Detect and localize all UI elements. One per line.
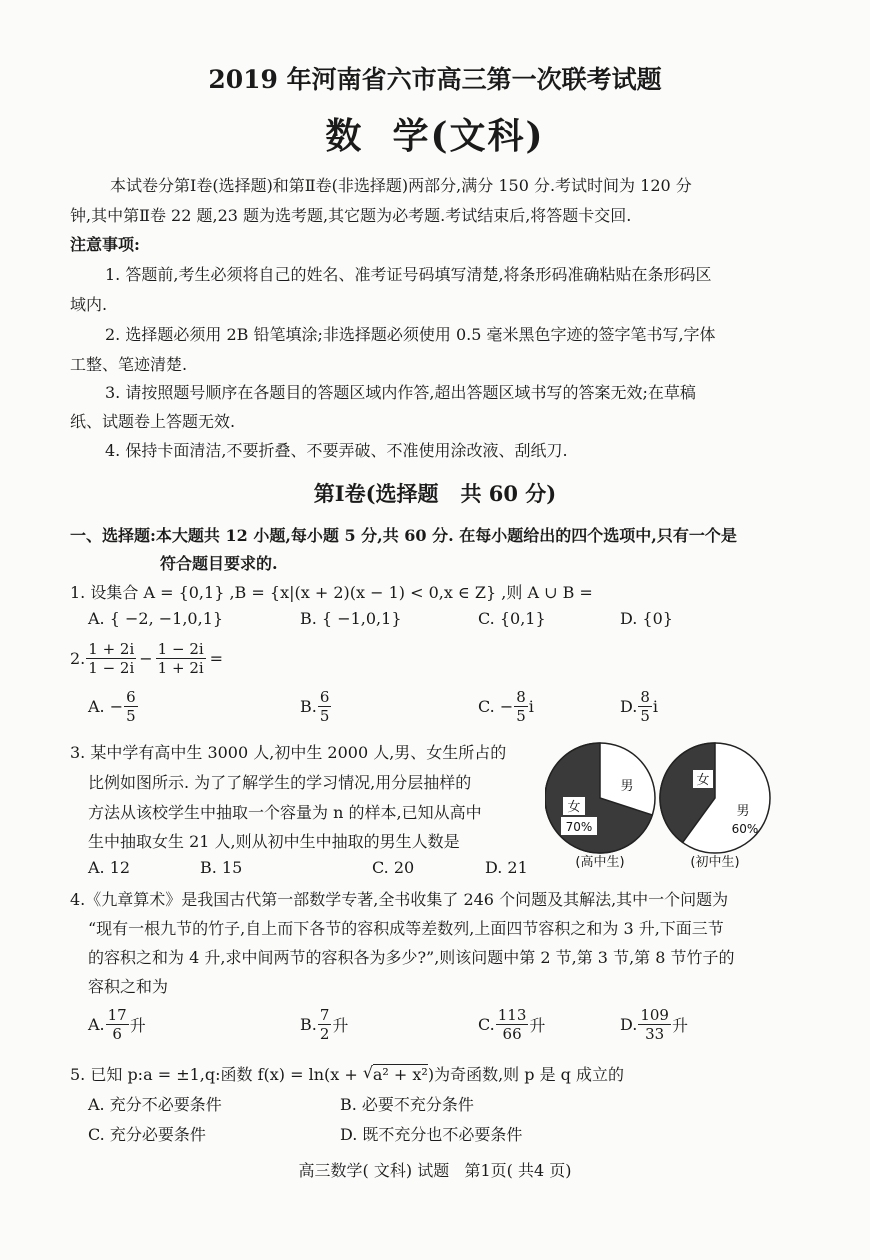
pie-label-female-percent: 70% xyxy=(565,820,593,834)
q5-option-a: A. 充分不必要条件 xyxy=(88,1095,222,1114)
q3-line-1: 3. 某中学有高中生 3000 人,初中生 2000 人,男、女生所占的 xyxy=(70,743,507,762)
q4-option-a: A. $\frac{17}{6}$ 升 xyxy=(88,1006,146,1043)
pie-title: (初中生) xyxy=(690,855,740,870)
q1-stem: 1. 设集合 A = {0,1} ,B = {x|(x + 2)(x − 1) < 0,x ∈ Z} ,则 A ∪ B = xyxy=(70,583,593,602)
page-footer: 高三数学( 文科) 试题 第1页( 共4 页) xyxy=(298,1161,572,1180)
q4-line-1: 4.《九章算术》是我国古代第一部数学专著,全书收集了 246 个问题及其解法,其中一个问题为 xyxy=(70,890,729,909)
q2-stem xyxy=(70,640,223,677)
pie-label-male: 男 xyxy=(736,804,750,819)
q2-fraction-2: $\frac{1 - 2i}{1 + 2i}$ xyxy=(157,640,204,677)
exam-title: 2019 年河南省六市高三第一次联考试题 xyxy=(208,65,662,94)
q5-stem: 5. 已知 p:a = ±1,q:函数 f(x) = ln(x + √ a² + x²)为奇函数,则 p 是 q 成立的 xyxy=(70,1063,624,1084)
q2-option-b: B. $\frac{6}{5}$ xyxy=(300,688,330,725)
intro-line-1: 本试卷分第Ⅰ卷(选择题)和第Ⅱ卷(非选择题)两部分,满分 150 分.考试时间为 120 分 xyxy=(110,176,692,195)
q4-option-c: C. $\frac{113}{66}$ 升 xyxy=(478,1006,546,1043)
q4-option-d: D. $\frac{109}{33}$ 升 xyxy=(620,1006,688,1043)
section-instruction-2: 符合题目要求的. xyxy=(160,554,278,573)
q2-equals: = xyxy=(209,649,224,668)
pie-chart-high-school xyxy=(545,743,655,870)
section-instruction-1: 一、选择题:本大题共 12 小题,每小题 5 分,共 60 分. 在每小题给出的四个选项中,只有一个是 xyxy=(70,526,737,545)
q4-line-2: “现有一根九节的竹子,自上而下各节的容积成等差数列,上面四节容积之和为 3 升,下面三节 xyxy=(88,919,724,938)
q2-option-a: A. − $\frac{6}{5}$ xyxy=(88,688,136,725)
q3-line-4: 生中抽取女生 21 人,则从初中生中抽取的男生人数是 xyxy=(88,832,460,851)
q3-pie-charts xyxy=(545,735,775,875)
q3-option-a: A. 12 xyxy=(88,858,131,877)
pie-label-female: 女 xyxy=(696,773,710,788)
q1-option-a: A. { −2, −1,0,1} xyxy=(88,609,224,628)
q3-option-b: B. 15 xyxy=(200,858,243,877)
section-title: 第Ⅰ卷(选择题 共 60 分) xyxy=(313,481,557,506)
q3-option-d: D. 21 xyxy=(485,858,528,877)
q1-option-b: B. { −1,0,1} xyxy=(300,609,402,628)
pie-label-male-percent: 60% xyxy=(731,822,759,836)
q5-option-c: C. 充分必要条件 xyxy=(88,1125,206,1144)
sqrt-expression: √ a² + x² xyxy=(362,1063,428,1084)
q3-option-c: C. 20 xyxy=(372,858,415,877)
note-1-line-1: 1. 答题前,考生必须将自己的姓名、准考证号码填写清楚,将条形码准确粘贴在条形码区 xyxy=(105,265,712,284)
note-2-line-1: 2. 选择题必须用 2B 铅笔填涂;非选择题必须使用 0.5 毫米黑色字迹的签字笔书写,字体 xyxy=(105,325,716,344)
q4-line-4: 容积之和为 xyxy=(88,977,169,996)
pie-label-male: 男 xyxy=(620,779,634,794)
q4-option-b: B. $\frac{7}{2}$ 升 xyxy=(300,1006,349,1043)
pie-chart-middle-school xyxy=(660,743,770,870)
q3-line-3: 方法从该校学生中抽取一个容量为 n 的样本,已知从高中 xyxy=(88,803,482,822)
q4-line-3: 的容积之和为 4 升,求中间两节的容积各为多少?”,则该问题中第 2 节,第 3 节,第 8 节竹子的 xyxy=(88,948,735,967)
note-3-line-2: 纸、试题卷上答题无效. xyxy=(70,412,236,431)
q2-minus: − xyxy=(139,649,153,668)
intro-line-2: 钟,其中第Ⅱ卷 22 题,23 题为选考题,其它题为必考题.考试结束后,将答题卡交回. xyxy=(70,206,632,225)
q5-option-d: D. 既不充分也不必要条件 xyxy=(340,1125,523,1144)
notes-heading: 注意事项: xyxy=(70,235,140,254)
q3-line-2: 比例如图所示. 为了了解学生的学习情况,用分层抽样的 xyxy=(88,773,472,792)
q2-option-c: C. − $\frac{8}{5}$ i xyxy=(478,688,534,725)
note-2-line-2: 工整、笔迹清楚. xyxy=(70,355,188,374)
note-1-line-2: 域内. xyxy=(70,295,108,314)
q2-fraction-1: $\frac{1 + 2i}{1 - 2i}$ xyxy=(88,640,135,677)
note-4: 4. 保持卡面清洁,不要折叠、不要弄破、不准使用涂改液、刮纸刀. xyxy=(105,441,568,460)
note-3-line-1: 3. 请按照题号顺序在各题目的答题区域内作答,超出答题区域书写的答案无效;在草稿 xyxy=(105,383,696,402)
q1-option-d: D. {0} xyxy=(620,609,673,628)
q2-number: 2. xyxy=(70,649,86,668)
q1-option-c: C. {0,1} xyxy=(478,609,546,628)
q5-option-b: B. 必要不充分条件 xyxy=(340,1095,474,1114)
pie-title: (高中生) xyxy=(575,855,625,870)
pie-label-female: 女 xyxy=(567,800,581,815)
subject-title: 数 学(文科) xyxy=(325,115,545,157)
q2-option-d: D. $\frac{8}{5}$ i xyxy=(620,688,659,725)
